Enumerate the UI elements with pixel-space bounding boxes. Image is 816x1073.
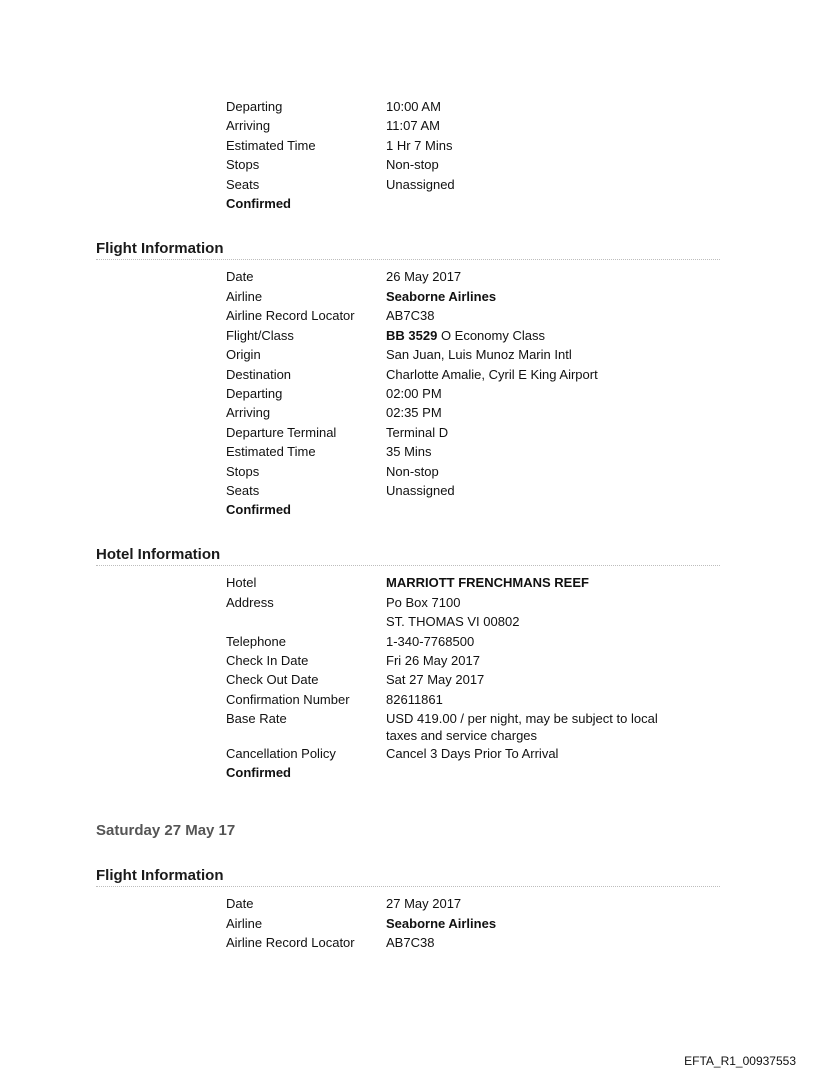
departing-value: 10:00 AM [386, 99, 441, 114]
flight2-status: Confirmed [226, 502, 291, 517]
arriving-label: Arriving [226, 405, 271, 420]
estimated-time-label: Estimated Time [226, 444, 316, 459]
departure-terminal-value: Terminal D [386, 425, 449, 440]
check-out-value: Sat 27 May 2017 [386, 672, 485, 687]
origin-value: San Juan, Luis Munoz Marin Intl [386, 347, 572, 362]
date-label: Date [226, 269, 254, 284]
departing-label: Departing [226, 386, 283, 401]
airline-label: Airline [226, 289, 263, 304]
stops-value: Non-stop [386, 157, 439, 172]
telephone-label: Telephone [226, 634, 286, 649]
confirmation-number-label: Confirmation Number [226, 692, 350, 707]
stops-label: Stops [226, 464, 260, 479]
cabin-class: O Economy Class [440, 328, 545, 343]
date-value: 26 May 2017 [386, 269, 462, 284]
hotel-label: Hotel [226, 575, 257, 590]
day-heading: Saturday 27 May 17 [96, 822, 236, 839]
destination-value: Charlotte Amalie, Cyril E King Airport [386, 367, 598, 382]
departing-label: Departing [226, 99, 283, 114]
arriving-value: 02:35 PM [386, 405, 442, 420]
document-id: EFTA_R1_00937553 [684, 1054, 796, 1068]
arriving-label: Arriving [226, 118, 271, 133]
seats-label: Seats [226, 483, 260, 498]
airline-value: Seaborne Airlines [386, 916, 497, 931]
telephone-value: 1-340-7768500 [386, 634, 475, 649]
estimated-time-value: 35 Mins [386, 444, 432, 459]
seats-value: Unassigned [386, 483, 455, 498]
record-locator-value: AB7C38 [386, 935, 435, 950]
arriving-value: 11:07 AM [386, 118, 440, 133]
base-rate-label: Base Rate [226, 711, 287, 726]
estimated-time-value: 1 Hr 7 Mins [386, 138, 453, 153]
departing-value: 02:00 PM [386, 386, 442, 401]
record-locator-value: AB7C38 [386, 308, 435, 323]
address-line1: Po Box 7100 [386, 595, 461, 610]
date-label: Date [226, 896, 254, 911]
departure-terminal-label: Departure Terminal [226, 425, 337, 440]
flight-information-heading-2: Flight Information [96, 867, 720, 887]
airline-value: Seaborne Airlines [386, 289, 497, 304]
flight-information-heading: Flight Information [96, 240, 720, 260]
record-locator-label: Airline Record Locator [226, 308, 355, 323]
cancellation-policy-value: Cancel 3 Days Prior To Arrival [386, 746, 559, 761]
base-rate-value: USD 419.00 / per night, may be subject to local taxes and service charges [386, 711, 658, 743]
seats-value: Unassigned [386, 177, 455, 192]
date-value: 27 May 2017 [386, 896, 462, 911]
check-out-label: Check Out Date [226, 672, 319, 687]
stops-value: Non-stop [386, 464, 439, 479]
estimated-time-label: Estimated Time [226, 138, 316, 153]
origin-label: Origin [226, 347, 261, 362]
flight-class-value [386, 327, 686, 344]
address-label: Address [226, 595, 274, 610]
airline-label: Airline [226, 916, 263, 931]
top-flight-status: Confirmed [226, 196, 291, 211]
flight-number: BB 3529 [386, 328, 438, 343]
destination-label: Destination [226, 367, 292, 382]
address-line2: ST. THOMAS VI 00802 [386, 614, 520, 629]
record-locator-label: Airline Record Locator [226, 935, 355, 950]
confirmation-number-value: 82611861 [386, 692, 443, 707]
check-in-value: Fri 26 May 2017 [386, 653, 480, 668]
stops-label: Stops [226, 157, 260, 172]
hotel-status: Confirmed [226, 765, 291, 780]
hotel-value: MARRIOTT FRENCHMANS REEF [386, 575, 589, 590]
hotel-information-heading: Hotel Information [96, 546, 720, 566]
cancellation-policy-label: Cancellation Policy [226, 746, 336, 761]
seats-label: Seats [226, 177, 260, 192]
check-in-label: Check In Date [226, 653, 309, 668]
flight-class-label: Flight/Class [226, 328, 294, 343]
